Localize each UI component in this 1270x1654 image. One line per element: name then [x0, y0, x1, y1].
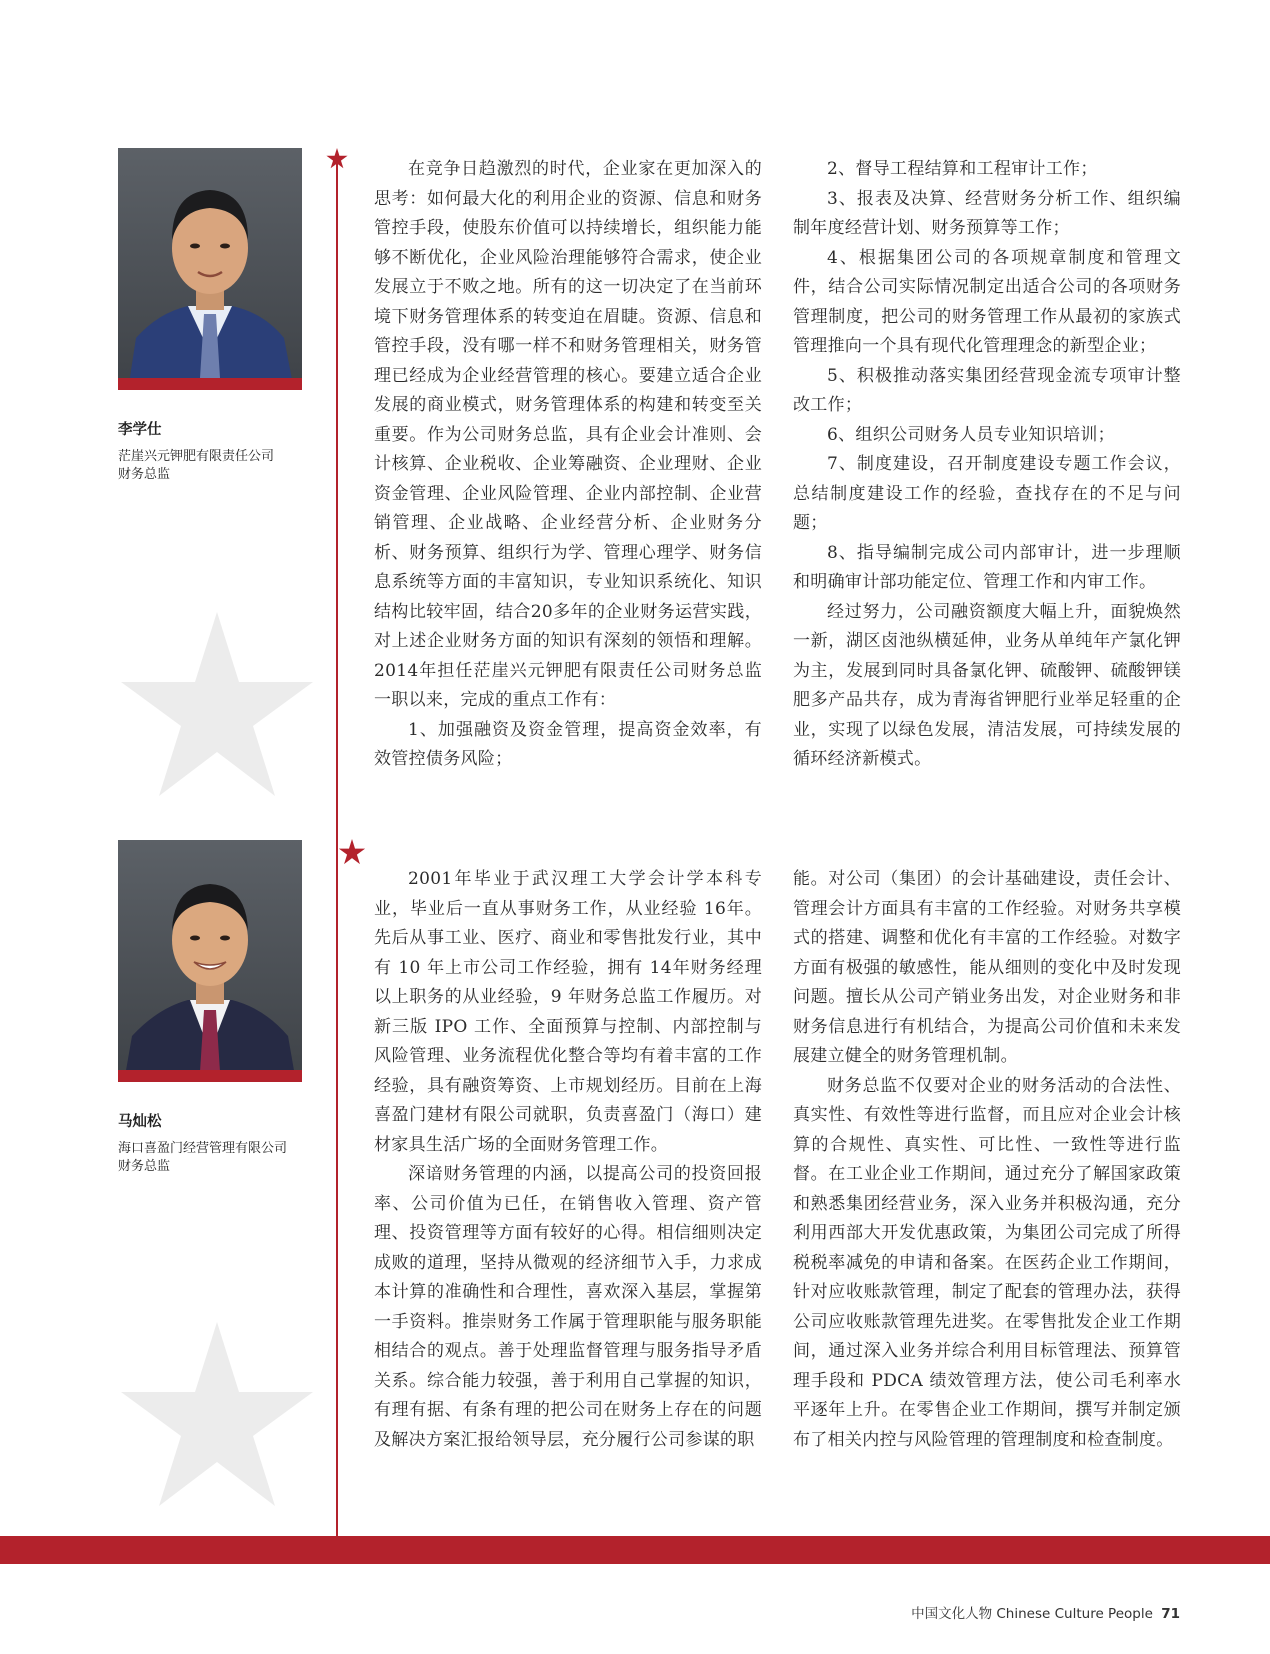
profile-2-text-column-2 [793, 865, 1181, 1455]
page-number: 71 [1161, 1606, 1180, 1622]
profile-1-text-column-2 [793, 155, 1181, 775]
portrait-photo [118, 840, 302, 1082]
bottom-red-band [0, 1536, 1270, 1564]
page-footer [911, 1602, 1180, 1622]
person-title-role: 财务总监 [118, 1159, 171, 1174]
person-title-role: 财务总监 [118, 467, 171, 482]
paragraph: 在竞争日趋激烈的时代，企业家在更加深入的思考：如何最大化的利用企业的资源、信息和财务管控手段，使股东价值可以持续增长，组织能力能够不断优化，企业风险治理能够符合需求，使企业发展立于不败之地。所有的这一切决定了在当前环境下财务管理体系的转变迫在眉睫。资源、信息和管控手段，没有哪一样不和财务管理相关，财务管理已经成为企业经营管理的核心。要建立适合企业发展的商业模式，财务管理体系的构建和转变至关重要。作为公司财务总监，具有企业会计准则、会计核算、企业税收、企业筹融资、企业理财、企业资金管理、企业风险管理、企业内部控制、企业营销管理、企业战略、企业经营分析、企业财务分析、财务预算、组织行为学、管理心理学、财务信息系统等方面的丰富知识，专业知识系统化、知识结构比较牢固，结合20多年的企业财务运营实践，对上述企业财务方面的知识有深刻的领悟和理解。2014年担任茫崖兴元钾肥有限责任公司财务总监一职以来，完成的重点工作有： [374, 159, 762, 710]
paragraph: 3、报表及决算、经营财务分析工作、组织编制年度经营计划、财务预算等工作； [793, 188, 1181, 238]
paragraph: 1、加强融资及资金管理，提高资金效率，有效管控债务风险； [374, 719, 762, 769]
paragraph: 5、积极推动落实集团经营现金流专项审计整改工作； [793, 365, 1181, 415]
paragraph: 2、督导工程结算和工程审计工作； [827, 159, 1098, 179]
paragraph: 8、指导编制完成公司内部审计，进一步理顺和明确审计部功能定位、管理工作和内审工作。 [793, 542, 1181, 592]
background-star-icon [112, 1322, 322, 1512]
paragraph: 经过努力，公司融资额度大幅上升，面貌焕然一新，湖区卤池纵横延伸，业务从单纯年产氯化钾为主，发展到同时具备氯化钾、硫酸钾、硫酸钾镁肥多产品共存，成为青海省钾肥行业举足轻重的企业，实现了以绿色发展，清洁发展，可持续发展的循环经济新模式。 [793, 601, 1181, 769]
person-name: 李学仕 [118, 422, 162, 438]
magazine-name: 中国文化人物 Chinese Culture People [911, 1606, 1153, 1622]
paragraph: 7、制度建设，召开制度建设专题工作会议，总结制度建设工作的经验，查找存在的不足与问题； [793, 454, 1181, 533]
paragraph: 财务总监不仅要对企业的财务活动的合法性、真实性、有效性等进行监督，而且应对企业会计核算的合规性、真实性、可比性、一致性等进行监督。在工业企业工作期间，通过充分了解国家政策和熟悉集团经营业务，深入业务并积极沟通，充分利用西部大开发优惠政策，为集团公司完成了所得税税率减免的申请和备案。在医药企业工作期间，针对应收账款管理，制定了配套的管理办法，获得公司应收账款管理先进奖。在零售批发企业工作期间，通过深入业务并综合利用目标管理法、预算管理手段和 PDCA 绩效管理方法，使公司毛利率水平逐年上升。在零售企业工作期间，撰写并制定颁布了相关内控与风险管理的管理制度和检查制度。 [793, 1075, 1181, 1450]
person-title-company: 海口喜盈门经营管理有限公司 [118, 1141, 288, 1156]
person-name: 马灿松 [118, 1114, 162, 1130]
paragraph: 6、组织公司财务人员专业知识培训； [827, 424, 1115, 445]
red-star-icon [326, 148, 348, 169]
person-title [118, 1140, 318, 1176]
paragraph: 能。对公司（集团）的会计基础建设，责任会计、管理会计方面具有丰富的工作经验。对财务共享模式的搭建、调整和优化有丰富的工作经验。对数字方面有极强的敏感性，能从细则的变化中及时发现问题。擅长从公司产销业务出发，对企业财务和非财务信息进行有机结合，为提高公司价值和未来发展建立健全的财务管理机制。 [793, 869, 1181, 1066]
red-star-icon [338, 839, 366, 865]
background-star-icon [112, 612, 322, 802]
profile-1-text-column-1 [374, 155, 762, 775]
person-title [118, 448, 318, 484]
paragraph: 深谙财务管理的内涵，以提高公司的投资回报率、公司价值为已任，在销售收入管理、资产管理、投资管理等方面有较好的心得。相信细则决定成败的道理，坚持从微观的经济细节入手，力求成本计算的准确性和合理性，喜欢深入基层，掌握第一手资料。推崇财务工作属于管理职能与服务职能相结合的观点。善于处理监督管理与服务指导矛盾关系。综合能力较强，善于利用自己掌握的知识，有理有据、有条有理的把公司在财务上存在的问题及解决方案汇报给领导层，充分履行公司参谋的职 [374, 1164, 762, 1450]
profile-2-text-column-1 [374, 865, 762, 1455]
person-title-company: 茫崖兴元钾肥有限责任公司 [118, 449, 275, 464]
portrait-photo [118, 148, 302, 390]
paragraph: 4、根据集团公司的各项规章制度和管理文件，结合公司实际情况制定出适合公司的各项财务管理制度，把公司的财务管理工作从最初的家族式管理推向一个具有现代化管理理念的新型企业； [793, 247, 1181, 356]
paragraph: 2001年毕业于武汉理工大学会计学本科专业，毕业后一直从事财务工作，从业经验 16年。先后从事工业、医疗、商业和零售批发行业，其中有 10 年上市公司工作经验，拥有 14年财务经理以上职务的从业经验，9 年财务总监工作履历。对新三版 IPO 工作、全面预算与控制、内部控制与风险管理、业务流程优化整合等均有着丰富的工作经验，具有融资筹资、上市规划经历。目前在上海喜盈门建材有限公司就职，负责喜盈门（海口）建材家具生活广场的全面财务管理工作。 [374, 869, 762, 1155]
